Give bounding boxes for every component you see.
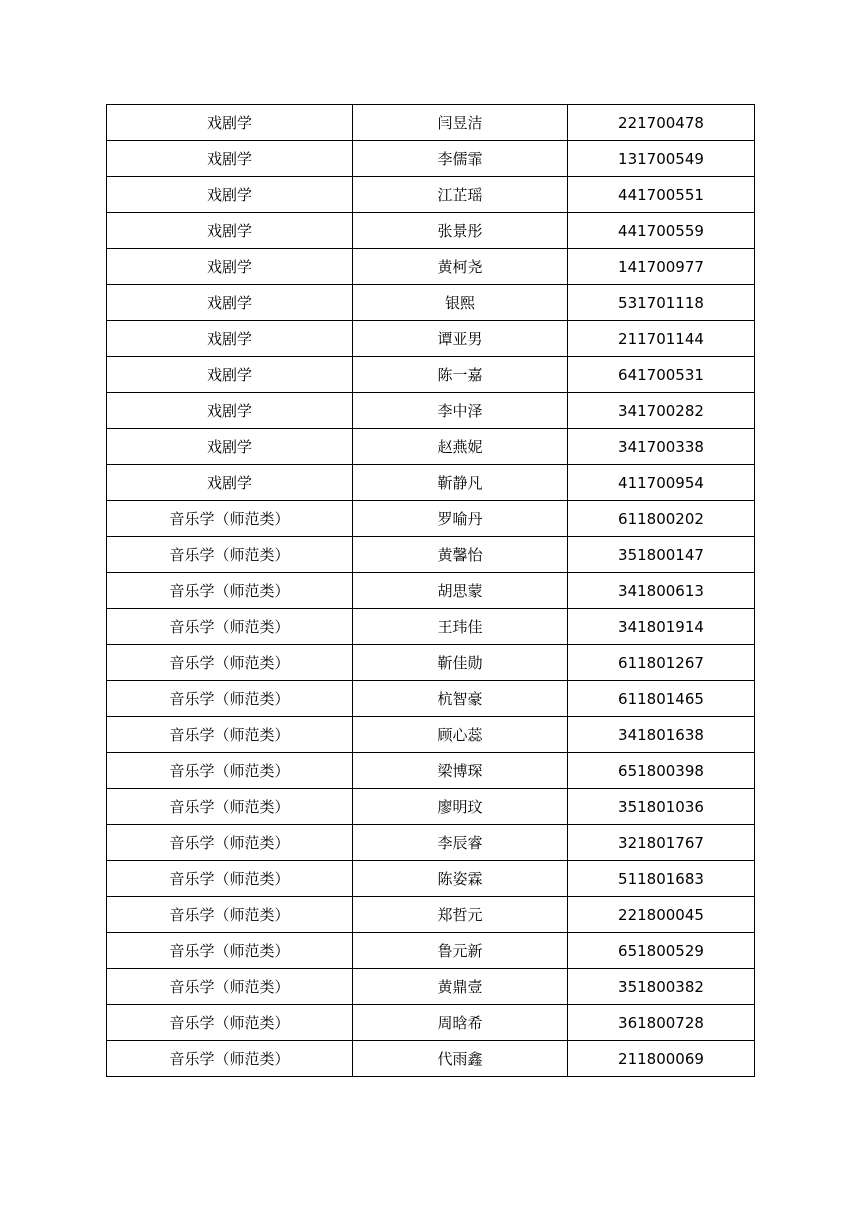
major-cell: 音乐学（师范类） <box>107 681 353 717</box>
student-name-cell: 江芷瑶 <box>353 177 568 213</box>
exam-number-cell: 611801465 <box>568 681 755 717</box>
table-row <box>107 465 755 501</box>
exam-number-cell: 221700478 <box>568 105 755 141</box>
major-cell: 戏剧学 <box>107 213 353 249</box>
exam-number-cell: 511801683 <box>568 861 755 897</box>
major-cell: 戏剧学 <box>107 141 353 177</box>
exam-number-cell: 611801267 <box>568 645 755 681</box>
major-cell: 戏剧学 <box>107 321 353 357</box>
major-cell: 音乐学（师范类） <box>107 717 353 753</box>
major-cell: 音乐学（师范类） <box>107 573 353 609</box>
table-row <box>107 681 755 717</box>
student-name-cell: 靳佳勋 <box>353 645 568 681</box>
major-cell: 音乐学（师范类） <box>107 645 353 681</box>
major-cell: 音乐学（师范类） <box>107 789 353 825</box>
student-name-cell: 代雨鑫 <box>353 1041 568 1077</box>
exam-number-cell: 441700559 <box>568 213 755 249</box>
student-name-cell: 李儒霏 <box>353 141 568 177</box>
major-cell: 音乐学（师范类） <box>107 1005 353 1041</box>
table-row <box>107 789 755 825</box>
major-cell: 音乐学（师范类） <box>107 933 353 969</box>
table-row <box>107 1005 755 1041</box>
major-cell: 戏剧学 <box>107 105 353 141</box>
exam-number-cell: 441700551 <box>568 177 755 213</box>
table-row <box>107 1041 755 1077</box>
table-row <box>107 861 755 897</box>
exam-number-cell: 531701118 <box>568 285 755 321</box>
table-row <box>107 105 755 141</box>
major-cell: 音乐学（师范类） <box>107 501 353 537</box>
table-row <box>107 609 755 645</box>
student-name-cell: 梁博琛 <box>353 753 568 789</box>
table-row <box>107 573 755 609</box>
exam-number-cell: 351801036 <box>568 789 755 825</box>
major-cell: 音乐学（师范类） <box>107 1041 353 1077</box>
student-name-cell: 赵燕妮 <box>353 429 568 465</box>
major-cell: 音乐学（师范类） <box>107 825 353 861</box>
exam-number-cell: 361800728 <box>568 1005 755 1041</box>
student-name-cell: 银熙 <box>353 285 568 321</box>
admission-table <box>106 104 755 1077</box>
major-cell: 戏剧学 <box>107 393 353 429</box>
admission-table-body <box>107 105 755 1077</box>
student-name-cell: 闫昱洁 <box>353 105 568 141</box>
table-row <box>107 933 755 969</box>
student-name-cell: 李辰睿 <box>353 825 568 861</box>
major-cell: 戏剧学 <box>107 177 353 213</box>
exam-number-cell: 211800069 <box>568 1041 755 1077</box>
table-row <box>107 249 755 285</box>
major-cell: 音乐学（师范类） <box>107 861 353 897</box>
table-row <box>107 501 755 537</box>
exam-number-cell: 641700531 <box>568 357 755 393</box>
student-name-cell: 杭智豪 <box>353 681 568 717</box>
table-row <box>107 537 755 573</box>
student-name-cell: 王玮佳 <box>353 609 568 645</box>
major-cell: 戏剧学 <box>107 249 353 285</box>
student-name-cell: 靳静凡 <box>353 465 568 501</box>
table-row <box>107 177 755 213</box>
student-name-cell: 陈一嘉 <box>353 357 568 393</box>
table-row <box>107 969 755 1005</box>
exam-number-cell: 131700549 <box>568 141 755 177</box>
exam-number-cell: 141700977 <box>568 249 755 285</box>
table-row <box>107 285 755 321</box>
student-name-cell: 陈姿霖 <box>353 861 568 897</box>
exam-number-cell: 651800529 <box>568 933 755 969</box>
table-row <box>107 897 755 933</box>
table-row <box>107 429 755 465</box>
student-name-cell: 黄馨怡 <box>353 537 568 573</box>
major-cell: 戏剧学 <box>107 357 353 393</box>
major-cell: 音乐学（师范类） <box>107 753 353 789</box>
major-cell: 音乐学（师范类） <box>107 969 353 1005</box>
major-cell: 戏剧学 <box>107 465 353 501</box>
exam-number-cell: 341801638 <box>568 717 755 753</box>
student-name-cell: 张景彤 <box>353 213 568 249</box>
table-row <box>107 141 755 177</box>
student-name-cell: 黄柯尧 <box>353 249 568 285</box>
table-row <box>107 321 755 357</box>
table-row <box>107 753 755 789</box>
table-row <box>107 825 755 861</box>
major-cell: 戏剧学 <box>107 285 353 321</box>
exam-number-cell: 341700282 <box>568 393 755 429</box>
student-name-cell: 鲁元新 <box>353 933 568 969</box>
major-cell: 音乐学（师范类） <box>107 609 353 645</box>
exam-number-cell: 341801914 <box>568 609 755 645</box>
exam-number-cell: 351800147 <box>568 537 755 573</box>
table-row <box>107 717 755 753</box>
table-row <box>107 393 755 429</box>
student-name-cell: 罗喻丹 <box>353 501 568 537</box>
table-row <box>107 213 755 249</box>
major-cell: 音乐学（师范类） <box>107 897 353 933</box>
major-cell: 戏剧学 <box>107 429 353 465</box>
exam-number-cell: 651800398 <box>568 753 755 789</box>
student-name-cell: 李中泽 <box>353 393 568 429</box>
exam-number-cell: 221800045 <box>568 897 755 933</box>
student-name-cell: 谭亚男 <box>353 321 568 357</box>
exam-number-cell: 341700338 <box>568 429 755 465</box>
exam-number-cell: 341800613 <box>568 573 755 609</box>
exam-number-cell: 611800202 <box>568 501 755 537</box>
exam-number-cell: 321801767 <box>568 825 755 861</box>
exam-number-cell: 351800382 <box>568 969 755 1005</box>
student-name-cell: 顾心蕊 <box>353 717 568 753</box>
exam-number-cell: 411700954 <box>568 465 755 501</box>
table-row <box>107 357 755 393</box>
student-name-cell: 周晗希 <box>353 1005 568 1041</box>
major-cell: 音乐学（师范类） <box>107 537 353 573</box>
student-name-cell: 郑哲元 <box>353 897 568 933</box>
table-row <box>107 645 755 681</box>
student-name-cell: 廖明玟 <box>353 789 568 825</box>
student-name-cell: 胡思蒙 <box>353 573 568 609</box>
student-name-cell: 黄鼎壹 <box>353 969 568 1005</box>
exam-number-cell: 211701144 <box>568 321 755 357</box>
